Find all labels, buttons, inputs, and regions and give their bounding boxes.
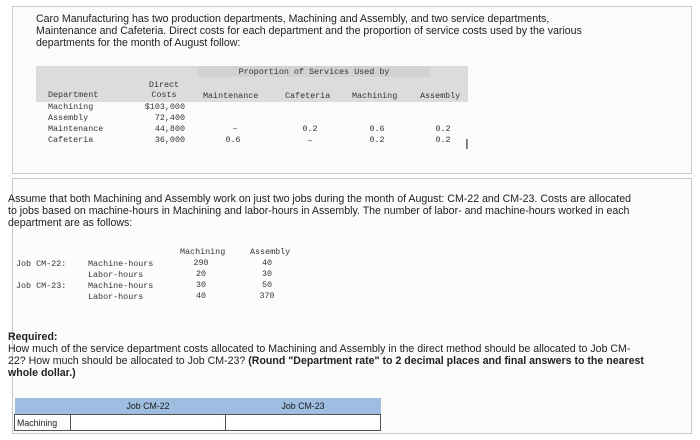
row-name-maintenance: Maintenance bbox=[48, 124, 104, 134]
assume-line-3: department are as follows: bbox=[8, 217, 133, 229]
col-cafeteria: Cafeteria bbox=[285, 91, 331, 101]
direct-costs-header-1: Direct bbox=[148, 80, 180, 90]
table2-type-3: Machine-hours bbox=[88, 281, 154, 291]
table2-type-1: Machine-hours bbox=[88, 259, 154, 269]
required-rounding-note: (Round "Department rate" to 2 decimal places and final answers to the nearest bbox=[248, 355, 644, 367]
answer-cell-cm23 bbox=[226, 415, 381, 431]
answer-row-label: Machining bbox=[15, 415, 71, 431]
maintenance-to-machining: 0.6 bbox=[369, 124, 385, 134]
answer-cell-cm22 bbox=[71, 415, 226, 431]
table2-job-cm23: Job CM-23: bbox=[16, 281, 67, 291]
required-line-2 bbox=[8, 355, 644, 368]
intro-line-3: departments for the month of August follow: bbox=[36, 37, 241, 49]
intro-line-1: Caro Manufacturing has two production departments, Machining and Assembly, and two service departments, bbox=[36, 13, 550, 25]
row-name-machining: Machining bbox=[48, 102, 94, 112]
row-cost-cafeteria: 36,000 bbox=[154, 135, 185, 145]
cafeteria-to-assembly: 0.2 bbox=[435, 135, 451, 145]
table2-assembly-4: 370 bbox=[259, 291, 275, 301]
answer-row-machining bbox=[15, 415, 381, 431]
table2-col-assembly: Assembly bbox=[250, 247, 291, 257]
table2-assembly-1: 40 bbox=[261, 258, 273, 268]
col-assembly: Assembly bbox=[420, 91, 461, 101]
col-maintenance: Maintenance bbox=[203, 91, 259, 101]
assume-line-2: to jobs based on machine-hours in Machining and labor-hours in Assembly. The number of labor- and machine-hours worked in each bbox=[8, 205, 630, 217]
direct-costs-header-2: Costs bbox=[151, 90, 177, 100]
text-cursor-icon: I bbox=[465, 138, 469, 153]
required-label: Required: bbox=[8, 331, 58, 343]
table2-machining-3: 30 bbox=[195, 280, 207, 290]
table2-type-2: Labor-hours bbox=[88, 270, 144, 280]
department-header: Department bbox=[48, 90, 99, 100]
row-cost-maintenance: 44,800 bbox=[154, 124, 185, 134]
answer-header-cm23: Job CM-23 bbox=[226, 398, 381, 415]
table2-assembly-2: 30 bbox=[261, 269, 273, 279]
answer-header-blank bbox=[15, 398, 71, 415]
table2-assembly-3: 50 bbox=[261, 280, 273, 290]
row-cost-assembly: 72,400 bbox=[154, 113, 185, 123]
answer-table bbox=[14, 398, 381, 431]
table2-machining-4: 40 bbox=[195, 291, 207, 301]
answer-table-header bbox=[15, 398, 381, 415]
cafeteria-to-machining: 0.2 bbox=[369, 135, 385, 145]
maintenance-to-maintenance: – bbox=[232, 124, 238, 134]
row-cost-machining: $103,000 bbox=[144, 102, 185, 112]
table2-col-machining: Machining bbox=[180, 247, 226, 257]
row-name-assembly: Assembly bbox=[48, 113, 89, 123]
table2-machining-1: 290 bbox=[193, 258, 209, 268]
col-machining: Machining bbox=[352, 91, 398, 101]
answer-header-cm22: Job CM-22 bbox=[71, 398, 226, 415]
table2-job-cm22: Job CM-22: bbox=[16, 259, 67, 269]
assume-line-1: Assume that both Machining and Assembly work on just two jobs during the month of August: CM-22 and CM-23. Costs are allocated bbox=[8, 193, 631, 205]
table2-machining-2: 20 bbox=[195, 269, 207, 279]
required-line-1: How much of the service department costs allocated to Machining and Assembly in the direct method should be allocated to Job CM- bbox=[8, 343, 631, 355]
cafeteria-to-cafeteria: – bbox=[307, 136, 313, 146]
intro-line-2: Maintenance and Cafeteria. Direct costs for each department and the proportion of service costs used by the various bbox=[36, 25, 582, 37]
cafeteria-to-maintenance: 0.6 bbox=[225, 135, 241, 145]
proportion-header: Proportion of Services Used by bbox=[238, 67, 390, 77]
cm22-machining-input[interactable] bbox=[73, 415, 223, 430]
required-line-3: whole dollar.) bbox=[8, 367, 76, 379]
maintenance-to-cafeteria: 0.2 bbox=[302, 124, 318, 134]
maintenance-to-assembly: 0.2 bbox=[435, 124, 451, 134]
cm23-machining-input[interactable] bbox=[228, 415, 378, 430]
required-question: 22? How much should be allocated to Job CM-23? bbox=[8, 355, 249, 367]
row-name-cafeteria: Cafeteria bbox=[48, 135, 94, 145]
table2-type-4: Labor-hours bbox=[88, 292, 144, 302]
